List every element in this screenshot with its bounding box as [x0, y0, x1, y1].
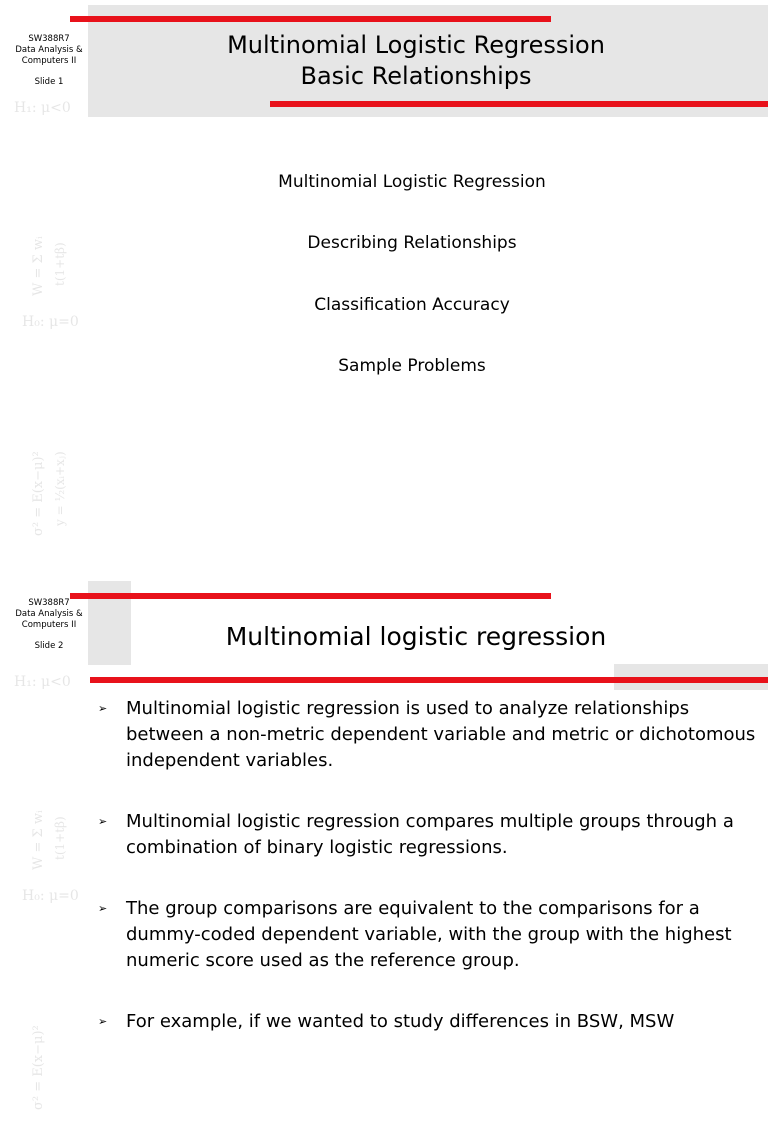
course-code: SW388R7: [28, 34, 70, 44]
course-name-line1: Data Analysis &: [15, 45, 83, 55]
course-name-line2: Computers II: [21, 620, 77, 630]
svg-text:t(1+tβ): t(1+tβ): [53, 816, 67, 860]
agenda-list: [100, 170, 724, 415]
course-name-line2: Computers II: [21, 56, 77, 66]
bullet-list: [98, 696, 758, 1070]
svg-text:t(1+tβ): t(1+tβ): [53, 242, 67, 286]
agenda-item: Classification Accuracy: [314, 294, 510, 315]
title-top-rule: [70, 593, 551, 599]
course-info: [0, 598, 98, 652]
svg-text:σ² = E(x−μ)²: σ² = E(x−μ)²: [31, 451, 46, 536]
title-bottom-rule: [270, 101, 768, 107]
svg-text:σ² = E(x−μ)²: σ² = E(x−μ)²: [31, 1025, 46, 1110]
slide-number: Slide 2: [34, 641, 64, 651]
bullet-text: Multinomial logistic regression compares multiple groups through a combination of binary logistic regressions.: [126, 811, 734, 858]
slide-sidebar: [0, 580, 88, 1110]
arrow-bullet-icon: ➢: [98, 902, 108, 915]
bullet-item: [98, 1009, 758, 1035]
agenda-item: Multinomial Logistic Regression: [278, 172, 546, 192]
arrow-bullet-icon: ➢: [98, 1015, 108, 1028]
bullet-item: [98, 896, 758, 974]
arrow-bullet-icon: ➢: [98, 815, 108, 828]
svg-text:H₀: μ=0: H₀: μ=0: [22, 888, 79, 904]
bullet-text: Multinomial logistic regression is used to analyze relationships between a non-metric dependent variable and metric or dichotomous independent variables.: [126, 698, 756, 771]
svg-text:y = ½(xᵢ+xⱼ): y = ½(xᵢ+xⱼ): [53, 451, 67, 526]
slide-number: Slide 1: [34, 77, 64, 87]
svg-text:W = Σ wᵢ: W = Σ wᵢ: [31, 810, 46, 870]
svg-text:H₀: μ=0: H₀: μ=0: [22, 314, 79, 330]
title-bottom-rule: [90, 677, 768, 683]
svg-text:W = Σ wᵢ: W = Σ wᵢ: [31, 236, 46, 296]
agenda-item: Describing Relationships: [307, 233, 517, 254]
bullet-item: [98, 809, 758, 861]
slide-sidebar: [0, 0, 88, 580]
slide-title: Multinomial logistic regression: [225, 622, 607, 651]
slide-2: [0, 580, 768, 1110]
bullet-item: [98, 696, 758, 774]
course-code: SW388R7: [28, 598, 70, 608]
course-name-line1: Data Analysis &: [15, 609, 83, 619]
title-top-rule: [70, 16, 551, 22]
bullet-text: The group comparisons are equivalent to the comparisons for a dummy-coded dependent variable, with the group with the highest numeric score used as the reference group.: [126, 898, 732, 971]
title-line-1: Multinomial Logistic Regression: [227, 31, 605, 59]
svg-text:H₁: μ<0: H₁: μ<0: [14, 100, 71, 116]
formula-watermark: [12, 96, 86, 566]
title-line-2: Basic Relationships: [300, 62, 532, 90]
formula-watermark: [12, 670, 86, 1140]
course-info: [0, 34, 98, 88]
bullet-text: For example, if we wanted to study differences in BSW, MSW: [126, 1011, 675, 1032]
agenda-item: Sample Problems: [338, 355, 486, 376]
slide-title: [100, 30, 732, 92]
svg-text:H₁: μ<0: H₁: μ<0: [14, 674, 71, 690]
arrow-bullet-icon: ➢: [98, 702, 108, 715]
